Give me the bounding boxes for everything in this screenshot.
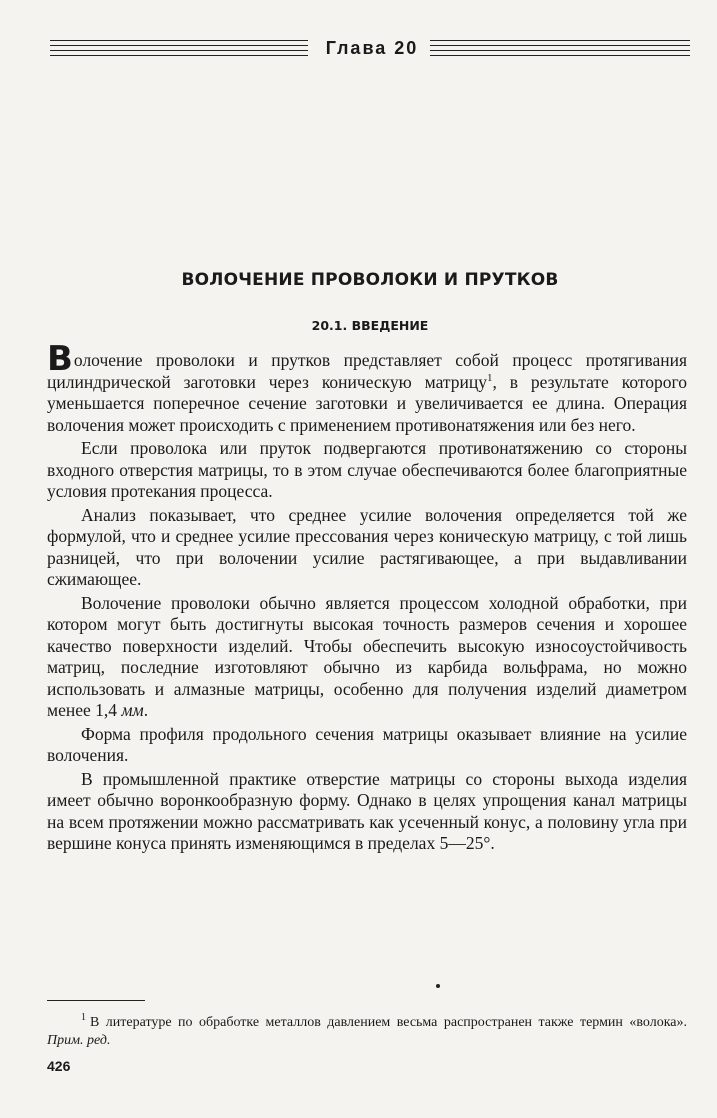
paragraph-4-end: . [143,700,149,720]
paragraph-6: В промышленной практике отверстие матрицы со стороны выхода изделия имеет обычно воронкообразную форму. Однако в целях упрощения канал матрицы на всем протяжении можно рассматривать как усеченный конус, а половину угла при вершине конуса принять изменяющимся в пределах 5—25°. [47,768,687,853]
paragraph-5: Форма профиля продольного сечения матрицы оказывает влияние на усилие волочения. [47,723,687,765]
footnote-reference: 1 [487,371,493,384]
chapter-title: ВОЛОЧЕНИЕ ПРОВОЛОКИ И ПРУТКОВ [181,270,559,290]
paragraph-2: Если проволока или пруток подвергаются противонатяжению со стороны входного отверстия матрицы, то в этом случае обеспечиваются более благоприятные условия протекания процесса. [47,438,687,501]
footnote-text: В литературе по обработке металлов давлением весьма распространен также термин «волока». [90,1015,687,1030]
chapter-label: Глава 20 [325,38,419,58]
print-speck [436,984,440,988]
decorative-rule-right [430,40,690,60]
paragraph-4 [47,593,687,722]
body-text [47,339,687,857]
drop-cap: В [47,339,73,379]
paragraph-3: Анализ показывает, что среднее усилие волочения определяется той же формулой, что и среднее усилие прессования через коническую матрицу, с той лишь разницей, что при волочении усилие растягивающее, а при выдавливании сжимающее. [47,504,687,589]
paragraph-4-text: Волочение проволоки обычно является процессом холодной обработки, при котором могут быть достигнуты высокая точность размеров сечения и хорошее качество поверхности изделий. Чтобы обеспечить высокую износоустойчивость матриц, последние изготовляют обычно из карбида вольфрама, но можно использовать и алмазные матрицы, особенно для получения изделий диаметром менее 1,4 [47,592,687,720]
footnote-divider [47,1000,145,1001]
decorative-rule-left [50,40,308,60]
paragraph-1-text-a: олочение проволоки и прутков представляет собой процесс протягивания цилиндрической заготовки через коническую матрицу [47,350,687,392]
footnote [47,1014,687,1050]
footnote-mark: 1 [81,1012,86,1024]
footnote-editor-note: Прим. ред. [47,1033,111,1048]
running-head [50,38,690,66]
section-title: 20.1. ВВЕДЕНИЕ [311,318,429,333]
paragraph-1-text-b: , в результате которого уменьшается поперечное сечение заготовки и увеличивается ее длина. Операция волочения может происходить с применением противонатяжения или без него. [47,371,687,435]
page-number: 426 [47,1058,71,1074]
paragraph-1 [47,339,687,436]
unit-mm: мм [121,700,144,720]
